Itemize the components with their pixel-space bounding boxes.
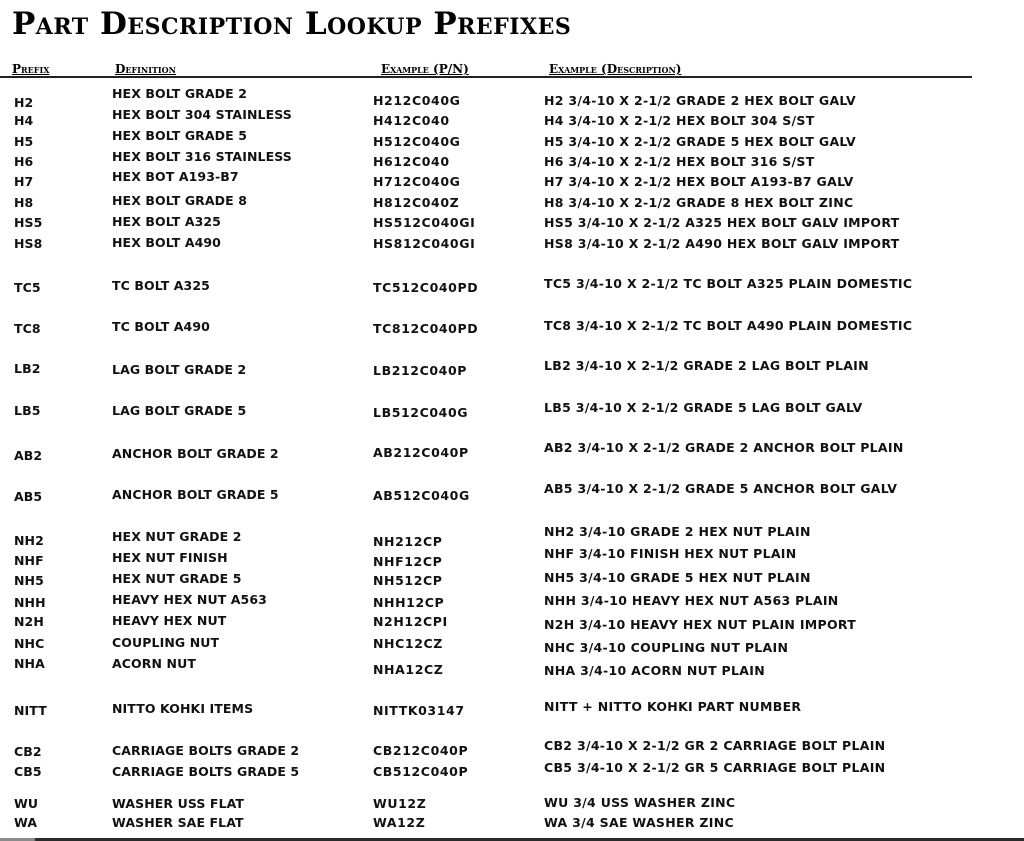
example-description-cell: NH2 3/4-10 GRADE 2 HEX NUT PLAIN <box>544 524 811 539</box>
example-description-cell: NHC 3/4-10 COUPLING NUT PLAIN <box>544 640 789 655</box>
prefix-cell: LB5 <box>14 403 41 418</box>
prefix-cell: N2H <box>14 614 44 629</box>
definition-cell: HEX NUT FINISH <box>112 550 228 565</box>
example-pn-cell: LB212C040P <box>373 363 468 378</box>
definition-cell: HEX NUT GRADE 5 <box>112 571 242 586</box>
example-description-cell: LB5 3/4-10 X 2-1/2 GRADE 5 LAG BOLT GALV <box>544 400 863 415</box>
definition-cell: HEX BOLT GRADE 8 <box>112 193 248 208</box>
definition-cell: TC BOLT A325 <box>112 278 210 293</box>
example-pn-cell: NHH12CP <box>373 595 445 610</box>
definition-cell: ACORN NUT <box>112 656 196 671</box>
example-pn-cell: AB212C040P <box>373 445 469 460</box>
definition-cell: COUPLING NUT <box>112 635 220 650</box>
prefix-cell: NHH <box>14 595 46 610</box>
example-description-cell: HS5 3/4-10 X 2-1/2 A325 HEX BOLT GALV IMPORT <box>544 215 900 230</box>
example-pn-cell: WA12Z <box>373 815 426 830</box>
example-description-cell: AB2 3/4-10 X 2-1/2 GRADE 2 ANCHOR BOLT PLAIN <box>544 440 904 455</box>
definition-cell: HEX BOLT A490 <box>112 235 221 250</box>
prefix-cell: WA <box>14 815 38 830</box>
prefix-cell: LB2 <box>14 361 41 376</box>
prefix-cell: AB5 <box>14 489 43 504</box>
definition-cell: HEX BOLT GRADE 5 <box>112 128 248 143</box>
definition-cell: HEX BOLT GRADE 2 <box>112 86 248 101</box>
definition-cell: LAG BOLT GRADE 2 <box>112 362 247 377</box>
example-pn-cell: NHC12CZ <box>373 636 443 651</box>
definition-cell: HEX NUT GRADE 2 <box>112 529 242 544</box>
example-pn-cell: NITTK03147 <box>373 703 465 718</box>
example-pn-cell: CB512C040P <box>373 764 469 779</box>
definition-cell: TC BOLT A490 <box>112 319 210 334</box>
prefix-cell: H2 <box>14 95 34 110</box>
prefix-cell: NHF <box>14 553 44 568</box>
definition-cell: HEAVY HEX NUT <box>112 613 227 628</box>
example-description-cell: H8 3/4-10 X 2-1/2 GRADE 8 HEX BOLT ZINC <box>544 195 854 210</box>
example-description-cell: H6 3/4-10 X 2-1/2 HEX BOLT 316 S/ST <box>544 154 815 169</box>
example-description-cell: CB2 3/4-10 X 2-1/2 GR 2 CARRIAGE BOLT PLAIN <box>544 738 886 753</box>
example-pn-cell: CB212C040P <box>373 743 469 758</box>
definition-cell: NITTO KOHKI ITEMS <box>112 701 254 716</box>
example-pn-cell: H212C040G <box>373 93 461 108</box>
prefix-cell: NITT <box>14 703 47 718</box>
definition-cell: WASHER USS FLAT <box>112 796 245 811</box>
prefix-cell: NH5 <box>14 573 44 588</box>
prefix-cell: NH2 <box>14 533 44 548</box>
column-header-prefix: Prefix <box>12 62 50 76</box>
prefix-cell: HS8 <box>14 236 43 251</box>
example-pn-cell: WU12Z <box>373 796 427 811</box>
example-pn-cell: NH512CP <box>373 573 443 588</box>
page-title: Part Description Lookup Prefixes <box>12 6 572 42</box>
header-divider <box>0 76 972 78</box>
prefix-cell: H8 <box>14 195 34 210</box>
example-description-cell: NHA 3/4-10 ACORN NUT PLAIN <box>544 663 765 678</box>
example-pn-cell: LB512C040G <box>373 405 469 420</box>
example-pn-cell: H612C040 <box>373 154 450 169</box>
prefix-cell: NHC <box>14 636 45 651</box>
definition-cell: WASHER SAE FLAT <box>112 815 244 830</box>
example-description-cell: AB5 3/4-10 X 2-1/2 GRADE 5 ANCHOR BOLT GALV <box>544 481 898 496</box>
example-description-cell: WU 3/4 USS WASHER ZINC <box>544 795 736 810</box>
example-description-cell: NITT + NITTO KOHKI PART NUMBER <box>544 699 802 714</box>
column-header-definition: Definition <box>115 62 176 76</box>
example-pn-cell: NHF12CP <box>373 554 443 569</box>
example-description-cell: WA 3/4 SAE WASHER ZINC <box>544 815 734 830</box>
example-description-cell: H5 3/4-10 X 2-1/2 GRADE 5 HEX BOLT GALV <box>544 134 856 149</box>
example-pn-cell: HS812C040GI <box>373 236 476 251</box>
example-description-cell: NHH 3/4-10 HEAVY HEX NUT A563 PLAIN <box>544 593 839 608</box>
prefix-cell: CB2 <box>14 744 42 759</box>
example-description-cell: N2H 3/4-10 HEAVY HEX NUT PLAIN IMPORT <box>544 617 857 632</box>
prefix-cell: H5 <box>14 134 34 149</box>
example-description-cell: NHF 3/4-10 FINISH HEX NUT PLAIN <box>544 546 797 561</box>
example-description-cell: CB5 3/4-10 X 2-1/2 GR 5 CARRIAGE BOLT PLAIN <box>544 760 886 775</box>
prefix-cell: HS5 <box>14 215 43 230</box>
prefix-cell: NHA <box>14 656 45 671</box>
definition-cell: CARRIAGE BOLTS GRADE 5 <box>112 764 300 779</box>
definition-cell: ANCHOR BOLT GRADE 5 <box>112 487 279 502</box>
definition-cell: HEX BOLT 304 STAINLESS <box>112 107 292 122</box>
definition-cell: HEAVY HEX NUT A563 <box>112 592 267 607</box>
example-pn-cell: H412C040 <box>373 113 450 128</box>
prefix-cell: TC8 <box>14 321 41 336</box>
prefix-cell: TC5 <box>14 280 41 295</box>
example-pn-cell: NHA12CZ <box>373 662 444 677</box>
prefix-cell: H7 <box>14 174 34 189</box>
prefix-cell: WU <box>14 796 39 811</box>
definition-cell: ANCHOR BOLT GRADE 2 <box>112 446 279 461</box>
example-pn-cell: N2H12CPI <box>373 614 448 629</box>
example-pn-cell: H712C040G <box>373 174 461 189</box>
example-description-cell: H7 3/4-10 X 2-1/2 HEX BOLT A193-B7 GALV <box>544 174 854 189</box>
prefix-cell: H4 <box>14 113 34 128</box>
definition-cell: HEX BOLT A325 <box>112 214 221 229</box>
example-pn-cell: HS512C040GI <box>373 215 476 230</box>
example-pn-cell: NH212CP <box>373 534 443 549</box>
example-pn-cell: H512C040G <box>373 134 461 149</box>
prefix-cell: H6 <box>14 154 34 169</box>
prefix-cell: CB5 <box>14 764 42 779</box>
column-header-example-description: Example (Description) <box>549 62 682 76</box>
example-pn-cell: H812C040Z <box>373 195 460 210</box>
definition-cell: HEX BOT A193-B7 <box>112 169 239 184</box>
example-description-cell: HS8 3/4-10 X 2-1/2 A490 HEX BOLT GALV IMPORT <box>544 236 900 251</box>
definition-cell: CARRIAGE BOLTS GRADE 2 <box>112 743 300 758</box>
example-description-cell: NH5 3/4-10 GRADE 5 HEX NUT PLAIN <box>544 570 811 585</box>
example-description-cell: TC8 3/4-10 X 2-1/2 TC BOLT A490 PLAIN DOMESTIC <box>544 318 913 333</box>
example-pn-cell: TC512C040PD <box>373 280 479 295</box>
definition-cell: LAG BOLT GRADE 5 <box>112 403 247 418</box>
example-pn-cell: AB512C040G <box>373 488 470 503</box>
definition-cell: HEX BOLT 316 STAINLESS <box>112 149 292 164</box>
example-description-cell: LB2 3/4-10 X 2-1/2 GRADE 2 LAG BOLT PLAIN <box>544 358 869 373</box>
example-description-cell: H2 3/4-10 X 2-1/2 GRADE 2 HEX BOLT GALV <box>544 93 856 108</box>
example-description-cell: H4 3/4-10 X 2-1/2 HEX BOLT 304 S/ST <box>544 113 815 128</box>
example-description-cell: TC5 3/4-10 X 2-1/2 TC BOLT A325 PLAIN DOMESTIC <box>544 276 913 291</box>
column-header-example-pn: Example (P/N) <box>381 62 469 76</box>
prefix-cell: AB2 <box>14 448 43 463</box>
example-pn-cell: TC812C040PD <box>373 321 479 336</box>
